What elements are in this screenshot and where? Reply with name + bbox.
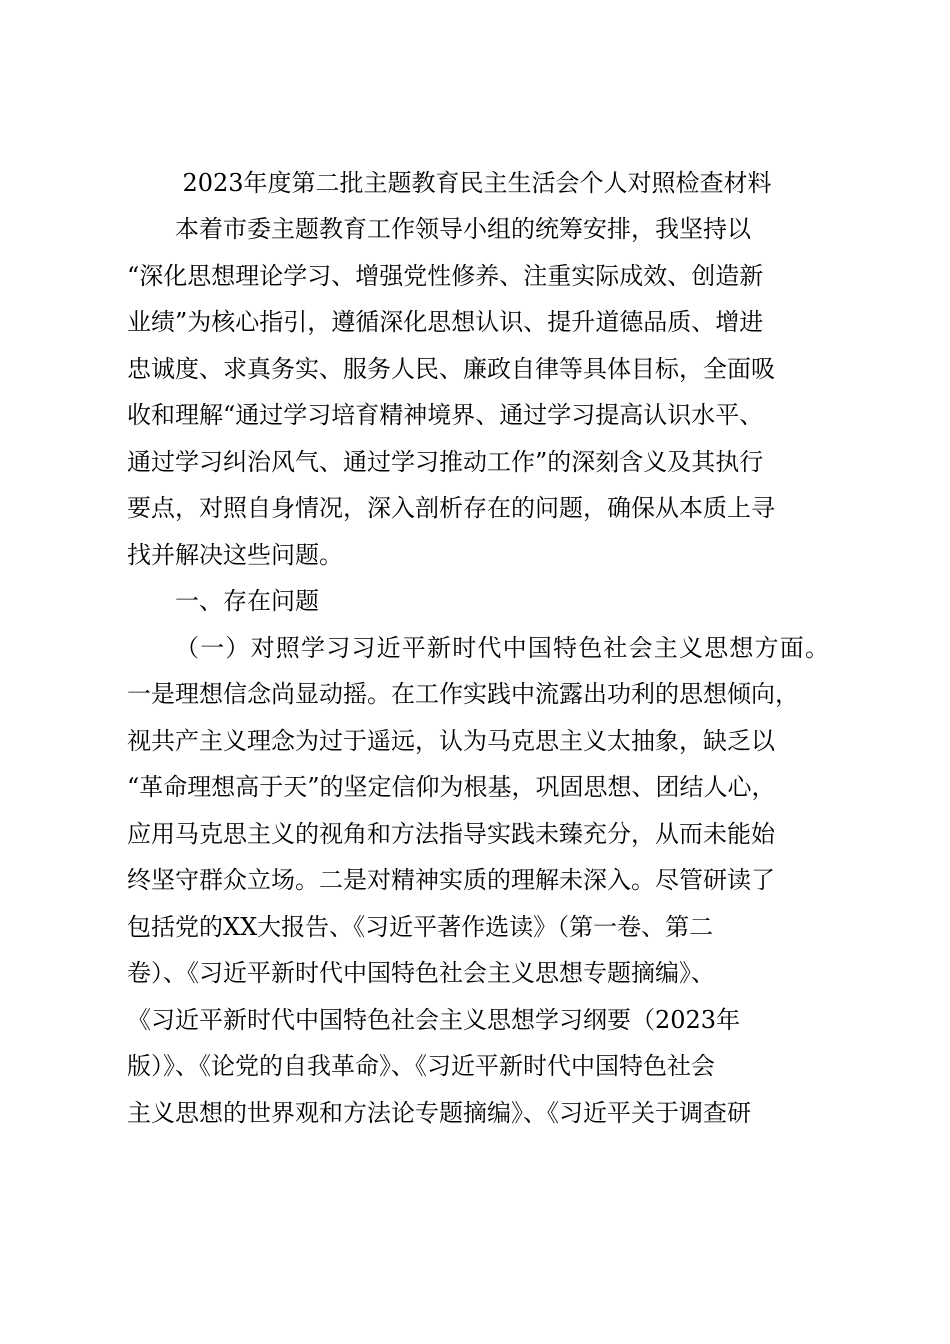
paragraph-line: 要点，对照自身情况，深入剖析存在的问题，确保从本质上寻 [127,494,775,522]
subsection-heading: （一）对照学习习近平新时代中国特色社会主义思想方面。 [175,633,831,662]
paragraph-line: 通过学习纠治风气、通过学习推动工作”的深刻含义及其执行 [127,447,764,476]
paragraph-line: 终坚守群众立场。二是对精神实质的理解未深入。尽管研读了 [127,866,775,894]
paragraph-line: 一是理想信念尚显动摇。在工作实践中流露出功利的思想倾向， [127,680,799,708]
section-heading: 一、存在问题 [175,587,319,615]
document-title: 2023年度第二批主题教育民主生活会个人对照检查材料 [182,169,772,197]
document-body [127,160,831,1136]
paragraph-line: 卷）、《习近平新时代中国特色社会主义思想专题摘编》、 [127,959,715,987]
paragraph-line: 主义思想的世界观和方法论专题摘编》、《习近平关于调查研 [127,1098,751,1127]
paragraph-line: 《习近平新时代中国特色社会主义思想学习纲要（2023年 [127,1005,741,1034]
intro-paragraph [127,206,827,578]
paragraph-line: 本着市委主题教育工作领导小组的统筹安排，我坚持以 [175,215,751,243]
paragraph-line: 收和理解“通过学习培育精神境界、通过学习提高认识水平、 [127,401,764,429]
paragraph-line: “深化思想理论学习、增强党性修养、注重实际成效、创造新 [127,261,764,290]
paragraph-line: 业绩”为核心指引，遵循深化思想认识、提升道德品质、增进 [127,308,764,336]
paragraph-line: 忠诚度、求真务实、服务人民、廉政自律等具体目标，全面吸 [127,354,775,383]
paragraph-line: 找并解决这些问题。 [127,540,343,569]
paragraph-line: “革命理想高于天”的坚定信仰为根基，巩固思想、团结人心， [127,773,776,801]
paragraph-line: 版）》、《论党的自我革命》、《习近平新时代中国特色社会 [127,1052,715,1080]
paragraph-line: 视共产主义理念为过于遥远，认为马克思主义太抽象，缺乏以 [127,726,775,755]
paragraph-line: 应用马克思主义的视角和方法指导实践未臻充分，从而未能始 [127,819,775,848]
paragraph-line: 包括党的XX大报告、《习近平著作选读》（第一卷、第二 [127,912,714,941]
issues-paragraph [127,671,827,1136]
